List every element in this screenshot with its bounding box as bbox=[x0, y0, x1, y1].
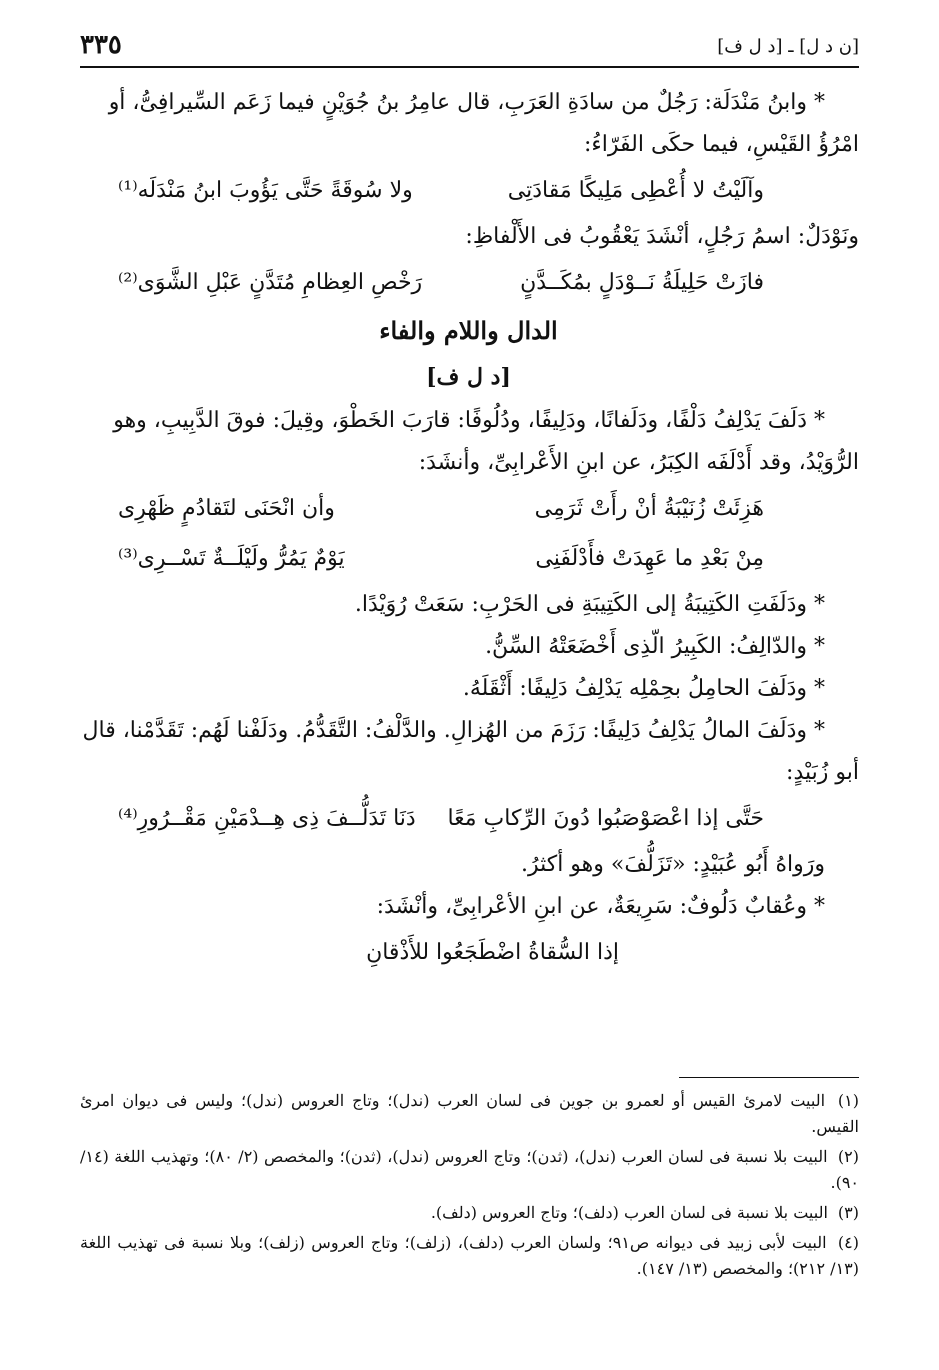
footnote-2 bbox=[80, 1144, 859, 1196]
verse-5 bbox=[78, 794, 859, 844]
footnote-rule bbox=[679, 1077, 859, 1078]
root-title: [د ل ف] bbox=[426, 364, 511, 390]
footnote-text: البيت بلا نسبة فى لسان العرب (ندل)، (ثدن)؛ وتاج العروس (ندل)، (ثدن)؛ والمخصص (٢/ ٨٠)؛ وتهذيب اللغة (١٤/ ٩٠). bbox=[80, 1147, 859, 1192]
verse-1 bbox=[78, 166, 859, 216]
entry-dalafa-line-2: الرُّوَيْدُ، وقد أَدْلَفَه الكِبَرُ، عن ابنِ الأَعْرابِىِّ، وأنشَدَ: bbox=[418, 450, 859, 475]
verse-2 bbox=[78, 258, 859, 308]
verse-1-first-hemistich: وآلَيْتُ لا أُعْطِى مَلِيكًا مَقادَتِى bbox=[507, 178, 764, 203]
verse-1-second-hemistich: ولا سُوقَةً حَتَّى يَؤُوبَ ابنُ مَنْدَلَه⁽¹⁾ bbox=[118, 178, 413, 203]
page-header bbox=[80, 26, 859, 66]
entry-dalafa-line-3: * ودَلَفَتِ الكَتِيبَةُ إلى الكَتِيبَةِ فى الحَرْبِ: سَعَتْ رُوَيْدًا. bbox=[354, 592, 825, 617]
entry-nadala-line-2: امْرُؤُ القَيْسِ، فيما حكَى الفَرّاءُ: bbox=[584, 132, 859, 157]
verse-6 bbox=[78, 928, 859, 978]
footnote-number: (٣) bbox=[837, 1203, 859, 1222]
entry-dalafa-line-1: * دَلَفَ يَدْلِفُ دَلْفًا، ودَلَفانًا، ودَلِيفًا، ودُلُوفًا: قارَبَ الخَطْوَ، وقِيلَ: فوقَ الدَّبِيبِ، وهو bbox=[113, 408, 825, 433]
entry-dalafa-line-4: * والدّالِفُ: الكَبِيرُ الّذِى أَخْضَعَتْهُ السِّنُّ. bbox=[485, 634, 825, 659]
verse-5-second-hemistich: دَنَا تَدَلُّــفَ ذِى هِــدْمَيْنِ مَقْــرُورِ⁽⁴⁾ bbox=[118, 806, 416, 831]
footnote-text: البيت لأبى زبيد فى ديوانه ص٩١؛ ولسان العرب (دلف)، (زلف)؛ وتاج العروس (زلف)؛ وبلا نسبة فى تهذيب اللغة (١٣/ ٢١٢)؛ والمخصص (١٣/ ١٤٧). bbox=[80, 1233, 859, 1278]
verse-4-second-hemistich: يَوْمٌ يَمُرُّ ولَيْلَــةٌ تَسْــرِى⁽³⁾ bbox=[118, 546, 345, 571]
footnote-1 bbox=[80, 1088, 859, 1140]
footnote-text: البيت بلا نسبة فى لسان العرب (دلف)؛ وتاج العروس (دلف). bbox=[430, 1203, 828, 1222]
footnote-number: (٢) bbox=[837, 1147, 859, 1166]
verse-3-first-hemistich: هَزِئَتْ زُنَيْبَةُ أنْ رأَتْ ثَرَمِى bbox=[534, 496, 764, 521]
verse-2-first-hemistich: فازَتْ حَلِيلَةُ نَــوْدَلٍ بمُكَــدَّنٍ bbox=[520, 270, 764, 295]
running-head: [ن د ل] ـ [د ل ف] bbox=[717, 36, 859, 57]
verse-4 bbox=[78, 534, 859, 584]
main-text bbox=[78, 82, 859, 978]
footnote-text: البيت لامرئ القيس أو لعمرو بن جوين فى لسان العرب (ندل)؛ وتاج العروس (ندل)؛ وليس فى ديوان امرئ القيس. bbox=[80, 1091, 859, 1136]
verse-3-second-hemistich: وأن انْحَنَى لتَقادُمٍ ظَهْرِى bbox=[118, 496, 335, 521]
entry-nadala-line-3: ونَوْدَلٌ: اسمُ رَجُلٍ، أنْشَدَ يَعْقُوبُ فى الأَلْفاظِ: bbox=[465, 224, 859, 249]
footnote-number: (١) bbox=[837, 1091, 859, 1110]
footnote-4 bbox=[80, 1230, 859, 1282]
entry-dalafa-line-6: * ودَلَفَ المالُ يَدْلِفُ دَلِيفًا: رَزَمَ من الهُزالِ. والدَّلْفُ: التَّقَدُّمُ. ودَلَفْنا لَهُم: تَقَدَّمْنا، قال bbox=[82, 718, 825, 743]
header-rule bbox=[80, 66, 859, 68]
entry-nadala-line-1: * وابنُ مَنْدَلَة: رَجُلٌ من سادَةِ العَرَبِ، قال عامِرُ بنُ جُوَيْنٍ فيما زَعَم السِّيرافِىُّ، أو bbox=[108, 90, 825, 115]
footnote-3 bbox=[80, 1200, 859, 1226]
footnotes bbox=[80, 1088, 859, 1286]
entry-dalafa-line-5: * ودَلَفَ الحامِلُ بحِمْلِه يَدْلِفُ دَلِيفًا: أَثْقَلَهُ. bbox=[462, 676, 825, 701]
verse-4-first-hemistich: مِنْ بَعْدِ ما عَهِدَتْ فأَدْلَفَنِى bbox=[535, 546, 764, 571]
footnote-number: (٤) bbox=[837, 1233, 859, 1252]
verse-3 bbox=[78, 484, 859, 534]
verse-6-hemistich: إذا السُّقاةُ اضْطَجَعُوا للأَذْقانِ bbox=[366, 940, 619, 965]
entry-dalafa-line-9: * وعُقابٌ دَلُوفٌ: سَرِيعَةٌ، عن ابنِ الأعْرابِىِّ، وأنْشَدَ: bbox=[376, 894, 825, 919]
verse-5-first-hemistich: حَتَّى إذا اعْصَوْصَبُوا دُونَ الرِّكابِ مَعًا bbox=[447, 806, 764, 831]
entry-dalafa-line-7: أبو زُبَيْدٍ: bbox=[786, 760, 859, 785]
entry-dalafa-line-8: ورَواهُ أَبُو عُبَيْدٍ: «تَزَلُّفَ» وهو أكثرُ. bbox=[520, 852, 825, 877]
page-number: ٣٣٥ bbox=[80, 30, 122, 60]
verse-2-second-hemistich: رَخْصِ العِظامِ مُتَدَّنٍ عَبْلِ الشَّوَى⁽²⁾ bbox=[118, 270, 423, 295]
chapter-title: الدال واللام والفاء bbox=[379, 316, 558, 345]
